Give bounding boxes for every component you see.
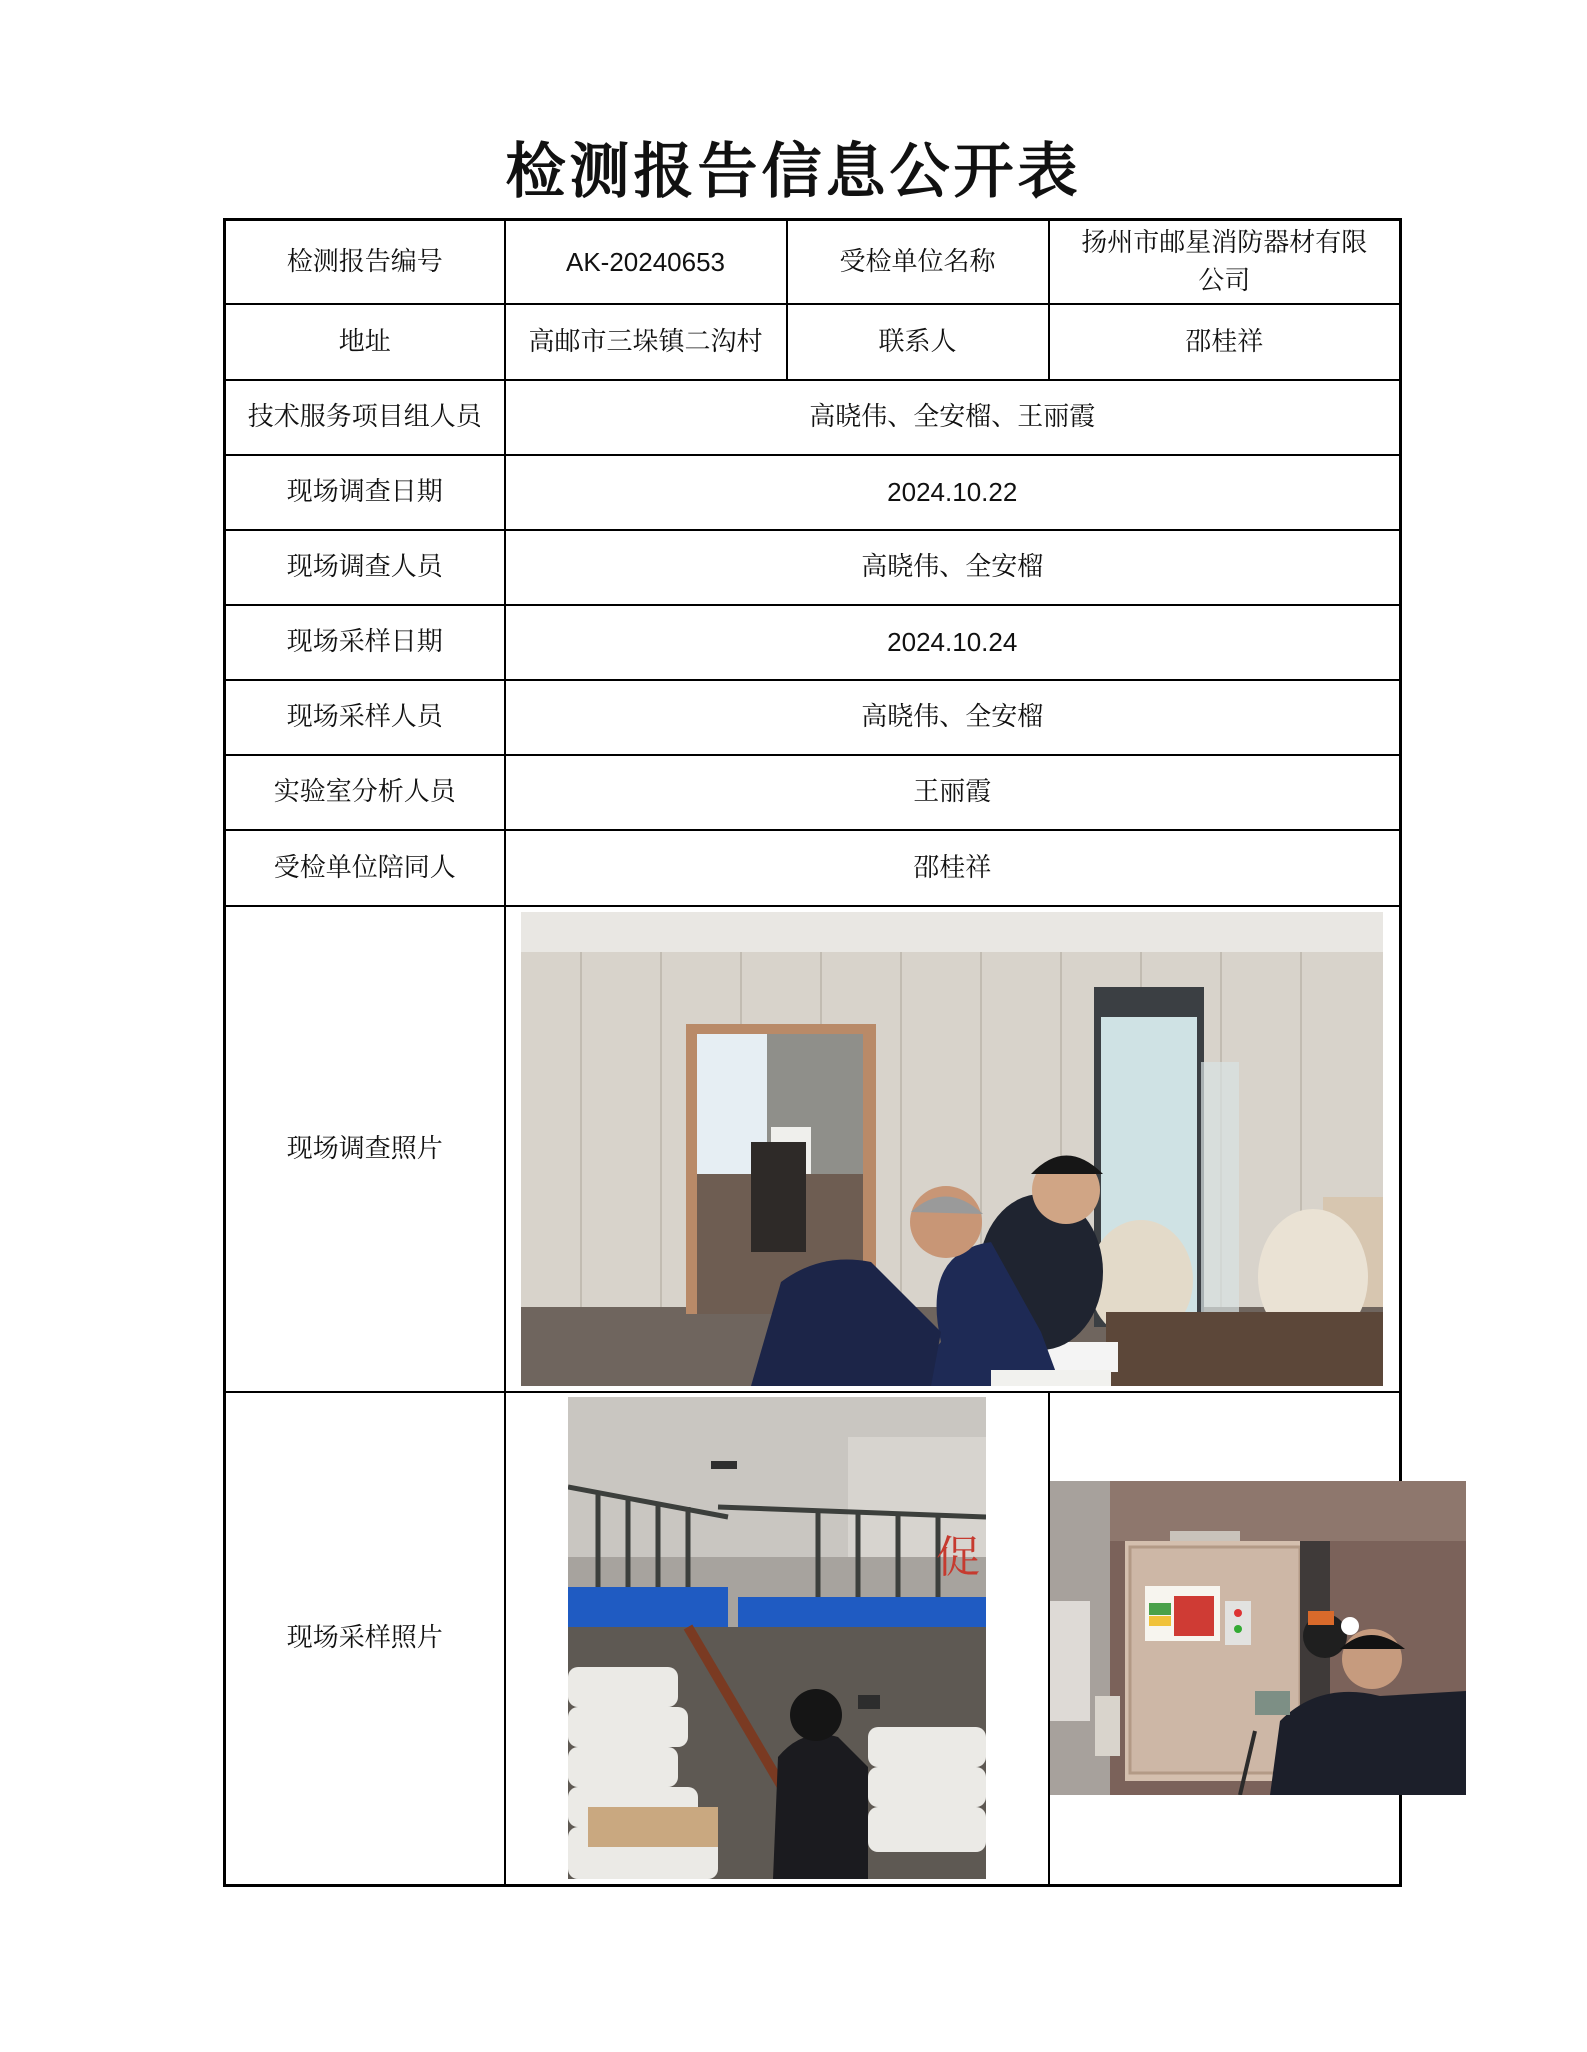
address-value: 高邮市三垛镇二沟村 [505,304,787,380]
survey-staff-value: 高晓伟、全安榴 [505,530,1401,605]
escort-value: 邵桂祥 [505,830,1401,906]
lab-staff-value: 王丽霞 [505,755,1401,830]
survey-photo-label: 现场调查照片 [225,906,505,1392]
table-row [225,530,1401,605]
team-value: 高晓伟、全安榴、王丽霞 [505,380,1401,455]
svg-text:促: 促 [935,1532,980,1584]
unit-name-value: 扬州市邮星消防器材有限公司 [1049,220,1401,304]
survey-date-value: 2024.10.22 [505,455,1401,530]
info-table [223,218,1402,1887]
team-label: 技术服务项目组人员 [225,380,505,455]
table-row [225,1392,1401,1886]
survey-photo [521,912,1383,1386]
page-title: 检测报告信息公开表 [505,137,1082,207]
table-row [225,455,1401,530]
sampling-date-value: 2024.10.24 [505,605,1401,680]
lab-staff-label: 实验室分析人员 [225,755,505,830]
escort-label: 受检单位陪同人 [225,830,505,906]
sampling-staff-label: 现场采样人员 [225,680,505,755]
survey-date-label: 现场调查日期 [225,455,505,530]
contact-value: 邵桂祥 [1049,304,1401,380]
sampling-photo-2 [1050,1481,1466,1795]
sampling-staff-value: 高晓伟、全安榴 [505,680,1401,755]
unit-name-label: 受检单位名称 [787,220,1049,304]
sampling-photo-cell-2 [1049,1392,1401,1886]
sampling-photo-cell-1 [505,1392,1049,1886]
table-row [225,830,1401,906]
sampling-date-label: 现场采样日期 [225,605,505,680]
contact-label: 联系人 [787,304,1049,380]
table-row [225,304,1401,380]
table-row [225,680,1401,755]
survey-photo-cell [505,906,1401,1392]
report-no-label: 检测报告编号 [225,220,505,304]
table-row [225,755,1401,830]
report-no-value: AK-20240653 [505,220,787,304]
sampling-photo-1 [568,1397,986,1879]
table-row [225,220,1401,304]
table-row [225,605,1401,680]
survey-staff-label: 现场调查人员 [225,530,505,605]
table-row [225,906,1401,1392]
address-label: 地址 [225,304,505,380]
table-row [225,380,1401,455]
sampling-photo-label: 现场采样照片 [225,1392,505,1886]
